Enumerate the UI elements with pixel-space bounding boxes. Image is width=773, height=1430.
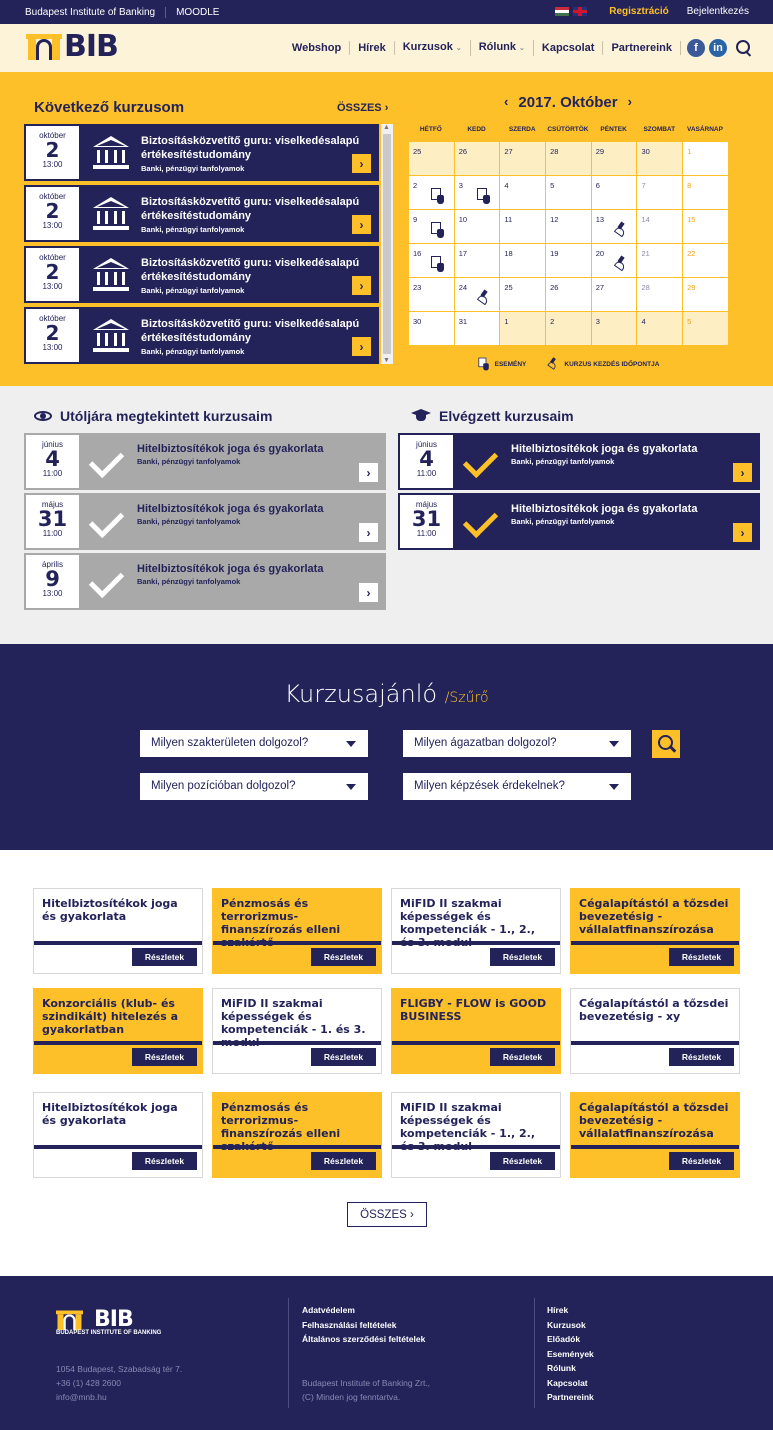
calendar-day[interactable]: 3 bbox=[455, 176, 501, 210]
course-title: Hitelbiztosítékok joga és gyakorlata bbox=[137, 443, 324, 455]
calendar-day[interactable]: 7 bbox=[637, 176, 683, 210]
course-title: Hitelbiztosítékok joga és gyakorlata bbox=[137, 563, 324, 575]
course-offer-card[interactable] bbox=[33, 988, 203, 1074]
footer-logo-sub: BUDAPEST INSTITUTE OF BANKING bbox=[56, 1330, 162, 1336]
calendar-title: 2017. Október bbox=[518, 94, 618, 111]
offer-title: MiFID II szakmai képességek és kompetenciák - 1., 2., bbox=[400, 897, 536, 936]
eye-icon bbox=[34, 411, 52, 421]
chevron-right-icon[interactable]: › bbox=[733, 463, 752, 482]
offer-title: Pénzmosás és terrorizmus-finanszírozás elleni bbox=[221, 1101, 341, 1140]
divider bbox=[571, 1145, 739, 1149]
hungarian-flag-icon[interactable] bbox=[555, 7, 569, 16]
course-category: Banki, pénzügyi tanfolyamok bbox=[141, 286, 245, 295]
calendar-day[interactable]: 18 bbox=[500, 244, 546, 278]
caret-down-icon bbox=[609, 741, 619, 747]
login-link[interactable]: Bejelentkezés bbox=[686, 6, 749, 17]
course-category: Banki, pénzügyi tanfolyamok bbox=[141, 225, 245, 234]
details-button[interactable]: Részletek bbox=[132, 1152, 197, 1170]
event-icon[interactable] bbox=[431, 222, 445, 238]
course-card[interactable] bbox=[24, 185, 379, 242]
bell-icon[interactable] bbox=[477, 290, 491, 306]
arch-logo-icon bbox=[56, 1311, 83, 1331]
weekday-label: SZERDA bbox=[508, 126, 536, 133]
calendar-grid bbox=[408, 141, 728, 346]
uk-flag-icon[interactable] bbox=[573, 7, 587, 16]
calendar-day[interactable]: 26 bbox=[455, 142, 501, 176]
course-category: Banki, pénzügyi tanfolyamok bbox=[511, 457, 615, 466]
calendar-day[interactable]: 27 bbox=[500, 142, 546, 176]
divider bbox=[165, 7, 166, 18]
footer-link[interactable]: Kurzusok bbox=[547, 1319, 586, 1330]
offer-title: Cégalapítástól a tőzsdei bevezetésig - vállalatfinanszírozása bbox=[579, 1101, 729, 1140]
weekday-label: PÉNTEK bbox=[600, 126, 627, 133]
next-courses-title: Következő kurzusom bbox=[34, 99, 185, 116]
footer-copyright: Budapest Institute of Banking Zrt., (C) Minden jog fenntartva. bbox=[302, 1378, 431, 1402]
calendar-legend bbox=[408, 356, 728, 372]
logo-text: BIB bbox=[64, 29, 118, 64]
divider bbox=[392, 1145, 560, 1149]
weekday-label: KEDD bbox=[467, 126, 486, 133]
calendar-day[interactable]: 25 bbox=[500, 278, 546, 312]
details-button[interactable]: Részletek bbox=[311, 1048, 376, 1066]
chevron-left-icon[interactable]: ‹ bbox=[504, 94, 509, 109]
course-category: Banki, pénzügyi tanfolyamok bbox=[137, 517, 241, 526]
course-category: Banki, pénzügyi tanfolyamok bbox=[137, 457, 241, 466]
nav-webshop[interactable]: Webshop bbox=[284, 41, 350, 55]
footer-nav-links bbox=[547, 1303, 594, 1405]
arch-logo-icon bbox=[26, 34, 62, 60]
training-select[interactable]: Milyen képzések érdekelnek? bbox=[403, 773, 631, 800]
date-box: október 2 13:00 bbox=[24, 185, 81, 242]
caret-down-icon bbox=[346, 784, 356, 790]
offer-title: Pénzmosás és terrorizmus-finanszírozás elleni bbox=[221, 897, 341, 936]
course-category: Banki, pénzügyi tanfolyamok bbox=[137, 577, 241, 586]
calendar-day[interactable]: 14 bbox=[637, 210, 683, 244]
calendar-day[interactable]: 17 bbox=[455, 244, 501, 278]
course-offer-card[interactable] bbox=[391, 1092, 561, 1178]
divider bbox=[213, 1041, 381, 1045]
nav-kurzusok[interactable]: Kurzusok ⌄ bbox=[395, 40, 471, 56]
search-button[interactable] bbox=[652, 730, 680, 758]
moodle-link[interactable]: MOODLE bbox=[176, 7, 220, 18]
calendar-day[interactable]: 29 bbox=[683, 278, 729, 312]
all-courses-link[interactable]: ÖSSZES › bbox=[337, 102, 389, 114]
date-box: október 2 13:00 bbox=[24, 307, 81, 364]
bank-icon bbox=[93, 319, 129, 353]
scrollbar[interactable]: ▲ ▼ bbox=[381, 124, 393, 364]
course-offer-card[interactable] bbox=[391, 888, 561, 974]
course-title: Biztosításközvetítő guru: viselkedésalapú értékesítéstudomány bbox=[141, 196, 360, 222]
chevron-down-icon: ⌄ bbox=[455, 45, 462, 52]
course-title: Hitelbiztosítékok joga és gyakorlata bbox=[511, 443, 698, 455]
chevron-right-icon[interactable]: › bbox=[359, 523, 378, 542]
course-offer-card[interactable] bbox=[33, 1092, 203, 1178]
check-icon bbox=[81, 493, 131, 550]
course-offer-card[interactable] bbox=[33, 888, 203, 974]
nav-kapcsolat[interactable]: Kapcsolat bbox=[534, 41, 604, 55]
calendar-day[interactable]: 4 bbox=[500, 176, 546, 210]
footer-link[interactable]: Adatvédelem bbox=[302, 1305, 355, 1315]
industry-select[interactable]: Milyen ágazatban dolgozol? bbox=[403, 730, 631, 757]
details-button[interactable]: Részletek bbox=[490, 1152, 555, 1170]
weekday-label: HÉTFŐ bbox=[419, 126, 442, 133]
calendar-day[interactable]: 28 bbox=[637, 278, 683, 312]
calendar-day[interactable]: 16 bbox=[409, 244, 455, 278]
bank-icon bbox=[93, 258, 129, 292]
event-icon bbox=[478, 358, 489, 371]
divider bbox=[34, 1041, 202, 1045]
course-category: Banki, pénzügyi tanfolyamok bbox=[141, 347, 245, 356]
divider bbox=[571, 1041, 739, 1045]
details-button[interactable]: Részletek bbox=[490, 1048, 555, 1066]
legend-event: ESEMÉNY bbox=[494, 360, 527, 368]
calendar-day[interactable]: 2 bbox=[546, 312, 592, 346]
bell-icon[interactable] bbox=[614, 256, 628, 272]
facebook-icon[interactable]: f bbox=[687, 39, 705, 57]
top-bar bbox=[0, 0, 773, 24]
calendar-day[interactable]: 5 bbox=[546, 176, 592, 210]
chevron-right-icon[interactable]: › bbox=[733, 523, 752, 542]
chevron-down-icon: ⌄ bbox=[519, 45, 525, 52]
graduation-cap-icon bbox=[411, 409, 431, 423]
logo[interactable] bbox=[26, 29, 118, 64]
offer-title: Cégalapítástól a tőzsdei bevezetésig - vállalatfinanszírozása bbox=[579, 897, 729, 936]
course-offer-card[interactable] bbox=[391, 988, 561, 1074]
event-icon[interactable] bbox=[431, 256, 445, 272]
footer-legal-links bbox=[302, 1303, 425, 1347]
details-button[interactable]: Részletek bbox=[132, 948, 197, 966]
calendar-day[interactable]: 22 bbox=[683, 244, 729, 278]
check-icon bbox=[81, 553, 131, 610]
date-box: október 2 13:00 bbox=[24, 246, 81, 303]
chevron-right-icon: › bbox=[384, 102, 389, 114]
course-category: Banki, pénzügyi tanfolyamok bbox=[141, 164, 245, 173]
event-icon[interactable] bbox=[431, 188, 445, 204]
footer bbox=[0, 1276, 773, 1430]
offer-title: Hitelbiztosítékok joga és gyakorlata bbox=[42, 1101, 178, 1127]
completed-course-card[interactable]: június 4 11:00 Hitelbiztosítékok joga és gyakorlata Banki, pénzügyi tanfolyamok › bbox=[398, 433, 760, 490]
offer-title: MiFID II szakmai képességek és kompetenciák - 1. és 3. bbox=[221, 997, 366, 1036]
calendar-day[interactable]: 6 bbox=[592, 176, 638, 210]
chevron-right-icon[interactable]: › bbox=[352, 154, 371, 173]
field-select[interactable]: Milyen szakterületen dolgozol? bbox=[140, 730, 368, 757]
bell-icon bbox=[548, 358, 559, 371]
calendar-day[interactable]: 11 bbox=[500, 210, 546, 244]
course-offer-card[interactable] bbox=[570, 888, 740, 974]
calendar-day[interactable]: 5 bbox=[683, 312, 729, 346]
weekday-label: SZOMBAT bbox=[643, 126, 676, 133]
course-title: Hitelbiztosítékok joga és gyakorlata bbox=[137, 503, 324, 515]
divider bbox=[571, 941, 739, 945]
calendar-day[interactable]: 27 bbox=[592, 278, 638, 312]
chevron-right-icon: › bbox=[410, 1208, 414, 1221]
calendar-day[interactable]: 24 bbox=[455, 278, 501, 312]
course-offer-card[interactable] bbox=[570, 1092, 740, 1178]
calendar-day[interactable]: 1 bbox=[683, 142, 729, 176]
my-courses-section bbox=[0, 386, 773, 644]
weekday-label: VASÁRNAP bbox=[686, 126, 723, 133]
recent-course-card[interactable]: április 9 13:00 Hitelbiztosítékok joga és gyakorlata Banki, pénzügyi tanfolyamok › bbox=[24, 553, 386, 610]
position-select[interactable]: Milyen pozícióban dolgozol? bbox=[140, 773, 368, 800]
footer-link[interactable]: Események bbox=[547, 1348, 594, 1359]
completed-title: Elvégzett kurzusaim bbox=[411, 408, 574, 424]
calendar-day[interactable]: 1 bbox=[500, 312, 546, 346]
event-icon[interactable] bbox=[477, 188, 491, 204]
calendar-day[interactable]: 31 bbox=[455, 312, 501, 346]
calendar-day[interactable]: 20 bbox=[592, 244, 638, 278]
course-list bbox=[24, 124, 393, 364]
offer-title: Konzorciális (klub- és szindikált) hitelezés a gyakorlatban bbox=[42, 997, 179, 1036]
details-button[interactable]: Részletek bbox=[132, 1048, 197, 1066]
offer-title: Hitelbiztosítékok joga és gyakorlata bbox=[42, 897, 178, 923]
completed-course-card[interactable]: május 31 11:00 Hitelbiztosítékok joga és gyakorlata Banki, pénzügyi tanfolyamok › bbox=[398, 493, 760, 550]
details-button[interactable]: Részletek bbox=[669, 1152, 734, 1170]
bank-icon bbox=[93, 197, 129, 231]
calendar-day[interactable]: 15 bbox=[683, 210, 729, 244]
footer-link[interactable]: Kapcsolat bbox=[547, 1377, 588, 1388]
calendar-day[interactable]: 29 bbox=[592, 142, 638, 176]
chevron-right-icon[interactable]: › bbox=[359, 583, 378, 602]
calendar-day[interactable]: 12 bbox=[546, 210, 592, 244]
calendar bbox=[408, 94, 728, 372]
divider bbox=[392, 1041, 560, 1045]
org-name: Budapest Institute of Banking bbox=[25, 7, 156, 18]
calendar-day[interactable]: 25 bbox=[409, 142, 455, 176]
check-icon bbox=[455, 433, 505, 490]
calendar-day[interactable]: 19 bbox=[546, 244, 592, 278]
divider bbox=[392, 941, 560, 945]
nav-hirek[interactable]: Hírek bbox=[350, 41, 395, 55]
chevron-right-icon[interactable]: › bbox=[359, 463, 378, 482]
footer-link[interactable]: Rólunk bbox=[547, 1363, 576, 1373]
nav-partnereink[interactable]: Partnereink bbox=[603, 41, 681, 55]
recent-course-card[interactable]: június 4 11:00 Hitelbiztosítékok joga és gyakorlata Banki, pénzügyi tanfolyamok › bbox=[24, 433, 386, 490]
course-offer-card[interactable] bbox=[570, 988, 740, 1074]
search-icon[interactable] bbox=[735, 39, 753, 57]
course-title: Biztosításközvetítő guru: viselkedésalapú értékesítéstudomány bbox=[141, 135, 360, 161]
footer-link[interactable]: Hírek bbox=[547, 1305, 569, 1315]
recent-course-card[interactable]: május 31 11:00 Hitelbiztosítékok joga és gyakorlata Banki, pénzügyi tanfolyamok › bbox=[24, 493, 386, 550]
linkedin-icon[interactable]: in bbox=[709, 39, 727, 57]
divider bbox=[34, 941, 202, 945]
calendar-day[interactable]: 2 bbox=[409, 176, 455, 210]
recent-title: Utóljára megtekintett kurzusaim bbox=[34, 408, 272, 424]
course-category: Banki, pénzügyi tanfolyamok bbox=[511, 517, 615, 526]
legend-start: KURZUS KEZDÉS IDŐPONTJA bbox=[564, 360, 660, 368]
footer-address: 1054 Budapest, Szabadság tér 7. +36 (1) 428 2600 info@mnb.hu bbox=[56, 1364, 183, 1402]
chevron-right-icon[interactable]: › bbox=[627, 94, 632, 109]
bank-icon bbox=[93, 136, 129, 170]
calendar-day[interactable]: 4 bbox=[637, 312, 683, 346]
calendar-day[interactable]: 30 bbox=[409, 312, 455, 346]
calendar-day[interactable]: 30 bbox=[637, 142, 683, 176]
footer-link[interactable]: Partnereink bbox=[547, 1392, 594, 1402]
check-icon bbox=[81, 433, 131, 490]
course-offer-card[interactable] bbox=[212, 1092, 382, 1178]
register-link[interactable]: Regisztráció bbox=[609, 6, 669, 17]
course-title: Biztosításközvetítő guru: viselkedésalapú értékesítéstudomány bbox=[141, 318, 360, 344]
chevron-right-icon[interactable]: › bbox=[352, 215, 371, 234]
offer-title: MiFID II szakmai képességek és kompetenciák - 1., 2., bbox=[400, 1101, 536, 1140]
course-offer-card[interactable] bbox=[212, 988, 382, 1074]
details-button[interactable]: Részletek bbox=[669, 1048, 734, 1066]
calendar-day[interactable]: 23 bbox=[409, 278, 455, 312]
footer-link[interactable]: Előadók bbox=[547, 1334, 581, 1344]
bell-icon[interactable] bbox=[614, 222, 628, 238]
check-icon bbox=[455, 493, 505, 550]
course-card[interactable] bbox=[24, 246, 379, 303]
calendar-day[interactable]: 10 bbox=[455, 210, 501, 244]
date-box: október 2 13:00 bbox=[24, 124, 81, 181]
footer-logo[interactable]: BIB bbox=[56, 1304, 133, 1330]
calendar-day[interactable]: 8 bbox=[683, 176, 729, 210]
course-card[interactable] bbox=[24, 124, 379, 181]
header bbox=[0, 24, 773, 72]
calendar-day[interactable]: 26 bbox=[546, 278, 592, 312]
course-title: Biztosításközvetítő guru: viselkedésalapú értékesítéstudomány bbox=[141, 257, 360, 283]
footer-link[interactable]: Általános szerződési feltételek bbox=[302, 1334, 426, 1344]
course-filter-section bbox=[0, 644, 773, 850]
course-card[interactable] bbox=[24, 307, 379, 364]
caret-down-icon bbox=[609, 784, 619, 790]
weekday-label: CSÜTÖRTÖK bbox=[547, 126, 589, 133]
calendar-day[interactable]: 21 bbox=[637, 244, 683, 278]
calendar-day[interactable]: 28 bbox=[546, 142, 592, 176]
weekday-row bbox=[408, 126, 728, 138]
main-nav bbox=[284, 39, 753, 57]
offer-title: Cégalapítástól a tőzsdei bevezetésig - xy bbox=[579, 997, 729, 1023]
details-button[interactable]: Részletek bbox=[490, 948, 555, 966]
course-offer-card[interactable] bbox=[212, 888, 382, 974]
course-title: Hitelbiztosítékok joga és gyakorlata bbox=[511, 503, 698, 515]
divider bbox=[213, 1145, 381, 1149]
calendar-day[interactable]: 13 bbox=[592, 210, 638, 244]
caret-down-icon bbox=[346, 741, 356, 747]
filter-title: Kurzusajánló /Szűrő bbox=[284, 680, 489, 708]
details-button[interactable]: Részletek bbox=[669, 948, 734, 966]
footer-link[interactable]: Felhasználási feltételek bbox=[302, 1319, 397, 1330]
calendar-day[interactable]: 3 bbox=[592, 312, 638, 346]
divider bbox=[213, 941, 381, 945]
chevron-right-icon[interactable]: › bbox=[352, 337, 371, 356]
calendar-day[interactable]: 9 bbox=[409, 210, 455, 244]
details-button[interactable]: Részletek bbox=[311, 948, 376, 966]
offer-title: FLIGBY - FLOW is GOOD BUSINESS bbox=[400, 997, 547, 1023]
divider bbox=[34, 1145, 202, 1149]
all-offers-button[interactable]: ÖSSZES › bbox=[347, 1202, 427, 1227]
nav-rolunk[interactable]: Rólunk ⌄ bbox=[471, 40, 534, 56]
chevron-right-icon[interactable]: › bbox=[352, 276, 371, 295]
details-button[interactable]: Részletek bbox=[311, 1152, 376, 1170]
upcoming-section bbox=[0, 72, 773, 386]
